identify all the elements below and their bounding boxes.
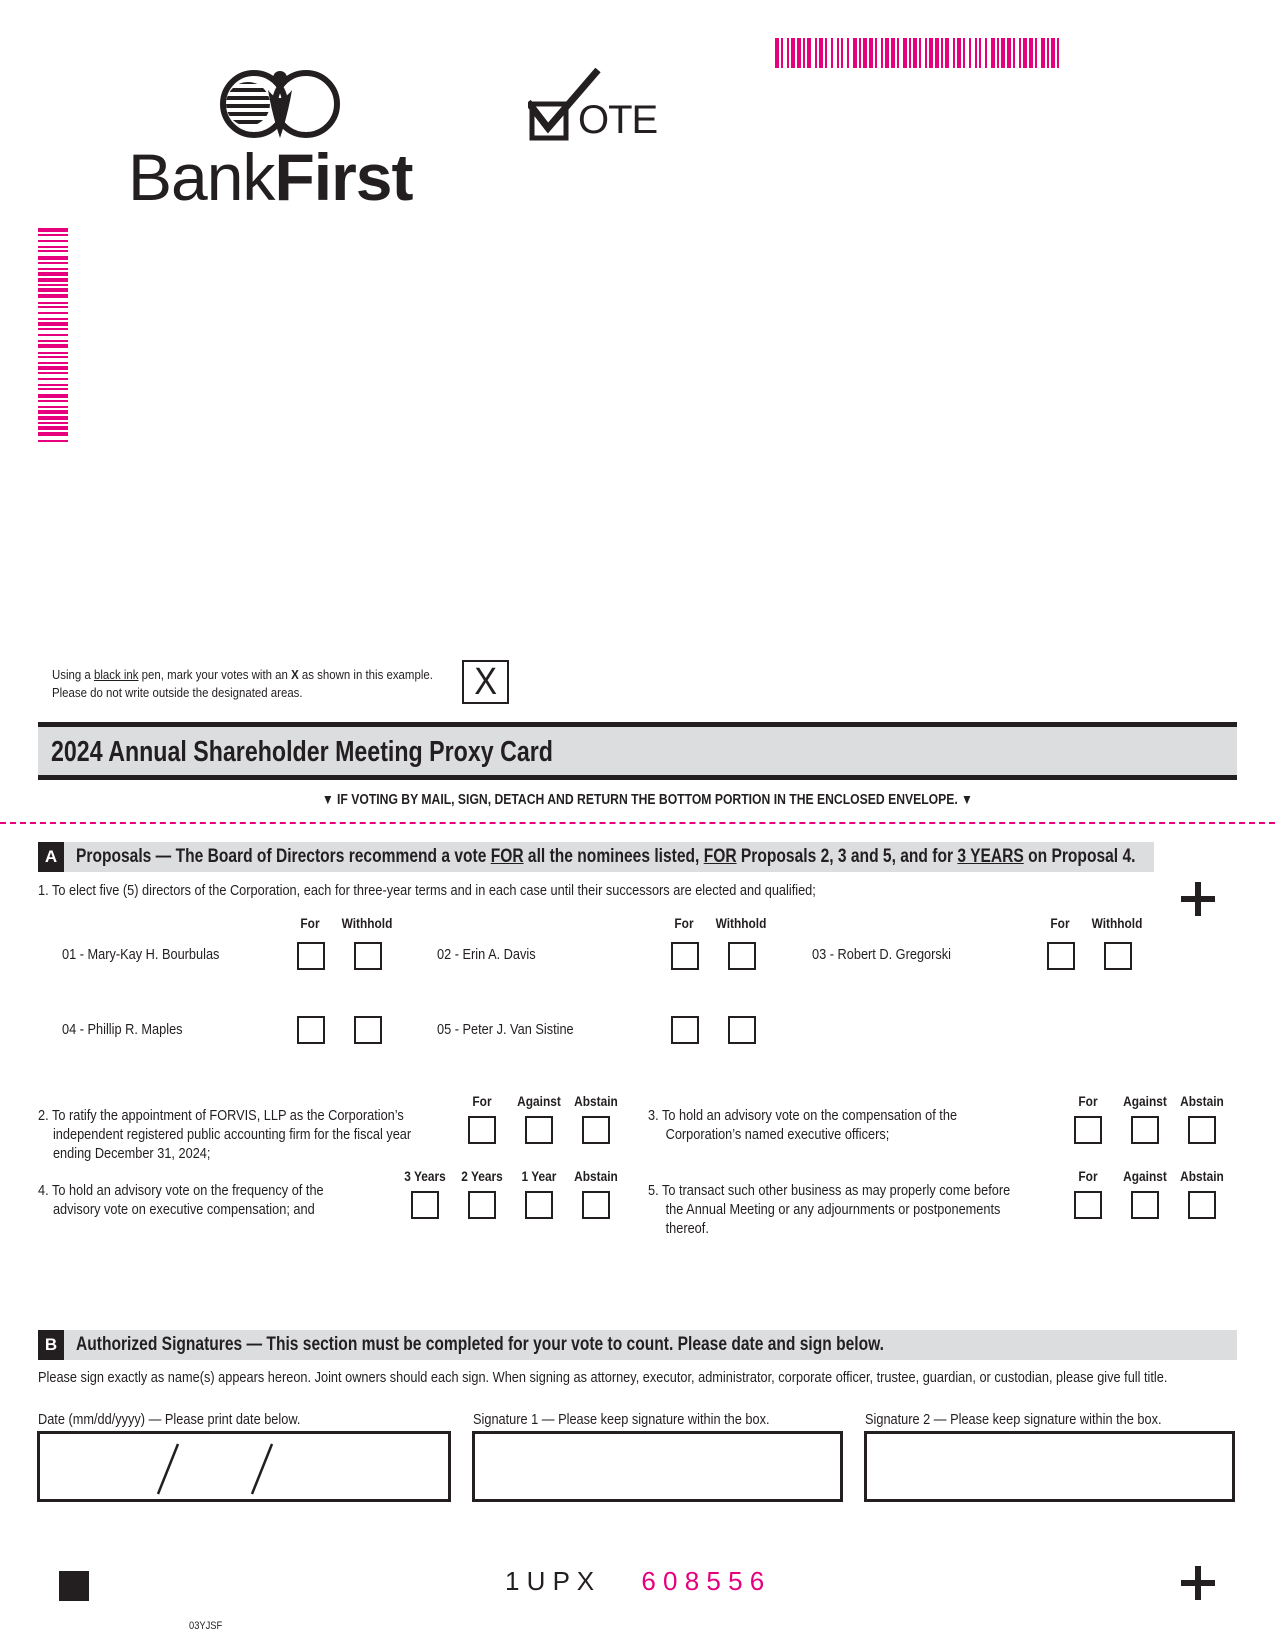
section-b-title: Authorized Signatures — This section must be completed for your vote to count. Please date and sign below. [76,1334,884,1355]
side-barcode [38,228,68,442]
vote-logo [528,68,658,146]
detach-note-text: IF VOTING BY MAIL, SIGN, DETACH AND RETURN THE BOTTOM PORTION IN THE ENCLOSED ENVELOPE. [337,792,958,808]
nominee-02-name: 02 - Erin A. Davis [437,947,536,963]
signature-2-label: Signature 2 — Please keep signature within the box. [865,1412,1162,1428]
proposal-3-against-checkbox[interactable] [1131,1116,1159,1144]
barcode-bar [38,284,68,286]
proposal-5-abstain-checkbox[interactable] [1188,1191,1216,1219]
barcode-bar [38,344,68,348]
footer-code-magenta: 6 0 8 5 5 6 [641,1566,765,1596]
barcode-bar [997,38,999,68]
barcode-bar [787,38,789,68]
nominee-04-withhold-checkbox[interactable] [354,1016,382,1044]
barcode-bar [1041,38,1045,68]
proposal-2-against-checkbox[interactable] [525,1116,553,1144]
barcode-bar [859,38,861,68]
barcode-bar [38,422,68,424]
barcode-bar [38,362,68,364]
bankfirst-logo [128,66,428,214]
footer-code-black: 1 U P X [505,1566,595,1596]
barcode-bar [38,440,68,442]
proposal-4-1year-checkbox[interactable] [525,1191,553,1219]
instructions-line-2: Please do not write outside the designated areas. [52,685,303,700]
nominee-05-name: 05 - Peter J. Van Sistine [437,1022,574,1038]
barcode-bar [945,38,949,68]
barcode-bar [1007,38,1011,68]
proposal-4-abstain-checkbox[interactable] [582,1191,610,1219]
barcode-bar [925,38,927,68]
black-ink-emphasis: black ink [93,667,139,682]
barcode-bar [38,328,68,330]
barcode-bar [831,38,833,68]
footer-small-code: 03YJSF [189,1620,223,1632]
barcode-bar [38,366,68,370]
proposal-3-for-checkbox[interactable] [1074,1116,1102,1144]
nominee-01-withhold-checkbox[interactable] [354,942,382,970]
barcode-bar [825,38,827,68]
section-b-letter: B [38,1330,64,1360]
proposal-4-3years-checkbox[interactable] [411,1191,439,1219]
nominee-01-for-checkbox[interactable] [297,942,325,970]
barcode-bar [38,268,68,270]
signing-instructions: Please sign exactly as name(s) appears hereon. Joint owners should each sign. When signing as attorney, executor, administrator, corporate officer, trustee, guardian, or custodian, please give full title. [38,1370,1168,1386]
barcode-bar [38,240,68,242]
proposal-3-abstain-checkbox[interactable] [1188,1116,1216,1144]
barcode-bar [38,356,68,358]
bankfirst-wordmark [128,140,413,214]
barcode-bar [969,38,971,68]
p4-col-abstain: Abstain [574,1168,618,1184]
footer-control-code [505,1566,764,1596]
barcode-bar [815,38,817,68]
wordmark-first: First [274,140,413,214]
footer-square-mark [59,1571,89,1601]
barcode-bar [891,38,895,68]
proposal-5-for-checkbox[interactable] [1074,1191,1102,1219]
proposal-2-for-checkbox[interactable] [468,1116,496,1144]
down-triangle-icon: ▼ [322,791,334,807]
wordmark-bank: Bank [128,140,275,214]
nominee-03-name: 03 - Robert D. Gregorski [812,947,951,963]
nominee-04-name: 04 - Phillip R. Maples [62,1022,183,1038]
p5-col-abstain: Abstain [1180,1168,1224,1184]
registration-plus-icon [1181,1566,1215,1600]
barcode-bar [1019,38,1021,68]
vote-text: OTE [578,98,658,142]
p1-col-withhold-1: Withhold [341,915,393,931]
bankfirst-emblem-icon [128,66,428,148]
barcode-bar [853,38,857,68]
barcode-bar [803,38,805,68]
p1-col-withhold-3: Withhold [1091,915,1143,931]
nominee-05-for-checkbox[interactable] [671,1016,699,1044]
signature-2-box[interactable] [864,1431,1235,1502]
barcode-bar [38,246,68,248]
barcode-bar [1013,38,1015,68]
p1-col-for-1: For [300,915,320,931]
p3-col-abstain: Abstain [1180,1093,1224,1109]
section-a-title: Proposals — The Board of Directors recommend a vote FOR all the nominees listed, FOR Proposals 2, 3 and 5, and for 3 YEARS on Proposal 4. [76,846,1136,867]
card-title: 2024 Annual Shareholder Meeting Proxy Card [51,736,553,768]
barcode-bar [1001,38,1005,68]
barcode-bar [38,312,68,314]
barcode-bar [941,38,943,68]
registration-plus-icon [1181,882,1215,916]
barcode-bar [38,256,68,260]
barcode-bar [919,38,921,68]
p1-col-withhold-2: Withhold [715,915,767,931]
p3-col-for: For [1078,1093,1098,1109]
barcode-bar [38,334,68,336]
section-a-letter: A [38,842,64,872]
barcode-bar [847,38,849,68]
barcode-bar [1023,38,1027,68]
top-barcode [775,38,1060,68]
barcode-bar [1047,38,1049,68]
barcode-bar [38,400,68,402]
barcode-bar [38,384,68,386]
down-triangle-icon: ▼ [961,791,973,807]
p1-col-for-2: For [674,915,694,931]
barcode-bar [38,426,68,430]
nominee-04-for-checkbox[interactable] [297,1016,325,1044]
barcode-bar [913,38,917,68]
barcode-bar [38,318,68,320]
barcode-bar [863,38,867,68]
example-mark-box [462,660,509,704]
barcode-bar [38,294,68,298]
barcode-bar [38,262,68,264]
example-x-mark: X [474,661,497,703]
p5-col-for: For [1078,1168,1098,1184]
barcode-bar [38,228,68,232]
nominee-02-for-checkbox[interactable] [671,942,699,970]
barcode-bar [953,38,955,68]
proposal-4-2years-checkbox[interactable] [468,1191,496,1219]
barcode-bar [38,278,68,282]
barcode-bar [38,302,68,304]
barcode-bar [909,38,911,68]
barcode-bar [957,38,961,68]
date-label: Date (mm/dd/yyyy) — Please print date below. [38,1412,301,1428]
barcode-bar [38,432,68,436]
barcode-bar [963,38,965,68]
p2-col-against: Against [517,1093,561,1109]
nominee-03-for-checkbox[interactable] [1047,942,1075,970]
barcode-bar [975,38,977,68]
barcode-bar [819,38,823,68]
proposal-3-text: 3. To hold an advisory vote on the compensation of the Corporation’s named executive officers; [648,1108,958,1143]
p1-col-for-3: For [1050,915,1070,931]
barcode-bar [991,38,995,68]
barcode-bar [38,272,68,276]
p2-col-for: For [472,1093,492,1109]
barcode-bar [38,394,68,398]
barcode-bar [875,38,877,68]
proposal-2-text: 2. To ratify the appointment of FORVIS, LLP as the Corporation’s independent registered public accounting firm for the fiscal year ending December 31, 2024; [38,1108,412,1162]
title-bottom-rule [38,775,1237,780]
signature-1-label: Signature 1 — Please keep signature within the box. [473,1412,770,1428]
nominee-03-withhold-checkbox[interactable] [1104,942,1132,970]
barcode-bar [1057,38,1059,68]
detach-note [322,790,973,809]
barcode-bar [869,38,873,68]
p3-col-against: Against [1123,1093,1167,1109]
barcode-bar [38,352,68,354]
barcode-bar [38,322,68,326]
barcode-bar [929,38,933,68]
barcode-bar [841,38,843,68]
p5-col-against: Against [1123,1168,1167,1184]
instructions-line-1: Using a black ink pen, mark your votes with an X as shown in this example. [52,667,433,682]
barcode-bar [38,340,68,342]
proposal-4-text: 4. To hold an advisory vote on the frequency of the advisory vote on executive compensation; and [38,1183,324,1218]
nominee-02-withhold-checkbox[interactable] [728,942,756,970]
barcode-bar [935,38,939,68]
proposal-5-against-checkbox[interactable] [1131,1191,1159,1219]
barcode-bar [38,306,68,308]
barcode-bar [38,234,68,236]
proposal-2-abstain-checkbox[interactable] [582,1116,610,1144]
barcode-bar [897,38,899,68]
barcode-bar [38,406,68,408]
barcode-bar [775,38,779,68]
p2-col-abstain: Abstain [574,1093,618,1109]
barcode-bar [38,416,68,420]
signature-1-box[interactable] [472,1431,843,1502]
barcode-bar [903,38,907,68]
barcode-bar [807,38,811,68]
barcode-bar [985,38,987,68]
barcode-bar [837,38,839,68]
p4-col-1year: 1 Year [521,1168,557,1184]
barcode-bar [791,38,795,68]
date-input-box[interactable] [37,1431,451,1502]
p4-col-2years: 2 Years [461,1168,503,1184]
barcode-bar [1029,38,1033,68]
barcode-bar [38,388,68,390]
barcode-bar [38,250,68,252]
marking-instructions [52,666,433,702]
nominee-05-withhold-checkbox[interactable] [728,1016,756,1044]
barcode-bar [979,38,981,68]
proposal-1-text: 1. To elect five (5) directors of the Corporation, each for three-year terms and in each case until their successors are elected and qualified; [38,883,816,899]
nominee-01-name: 01 - Mary-Kay H. Bourbulas [62,947,220,963]
barcode-bar [797,38,801,68]
barcode-bar [1051,38,1055,68]
barcode-bar [781,38,783,68]
barcode-bar [1035,38,1037,68]
barcode-bar [885,38,889,68]
barcode-bar [38,410,68,414]
barcode-bar [38,378,68,380]
date-separator-slashes [40,1434,448,1499]
perforation-line [0,822,1275,824]
barcode-bar [38,372,68,374]
proposal-5-text: 5. To transact such other business as may properly come before the Annual Meeting or any adjournments or postponements thereof. [648,1183,1011,1237]
p4-col-3years: 3 Years [404,1168,446,1184]
barcode-bar [881,38,883,68]
barcode-bar [38,288,68,292]
